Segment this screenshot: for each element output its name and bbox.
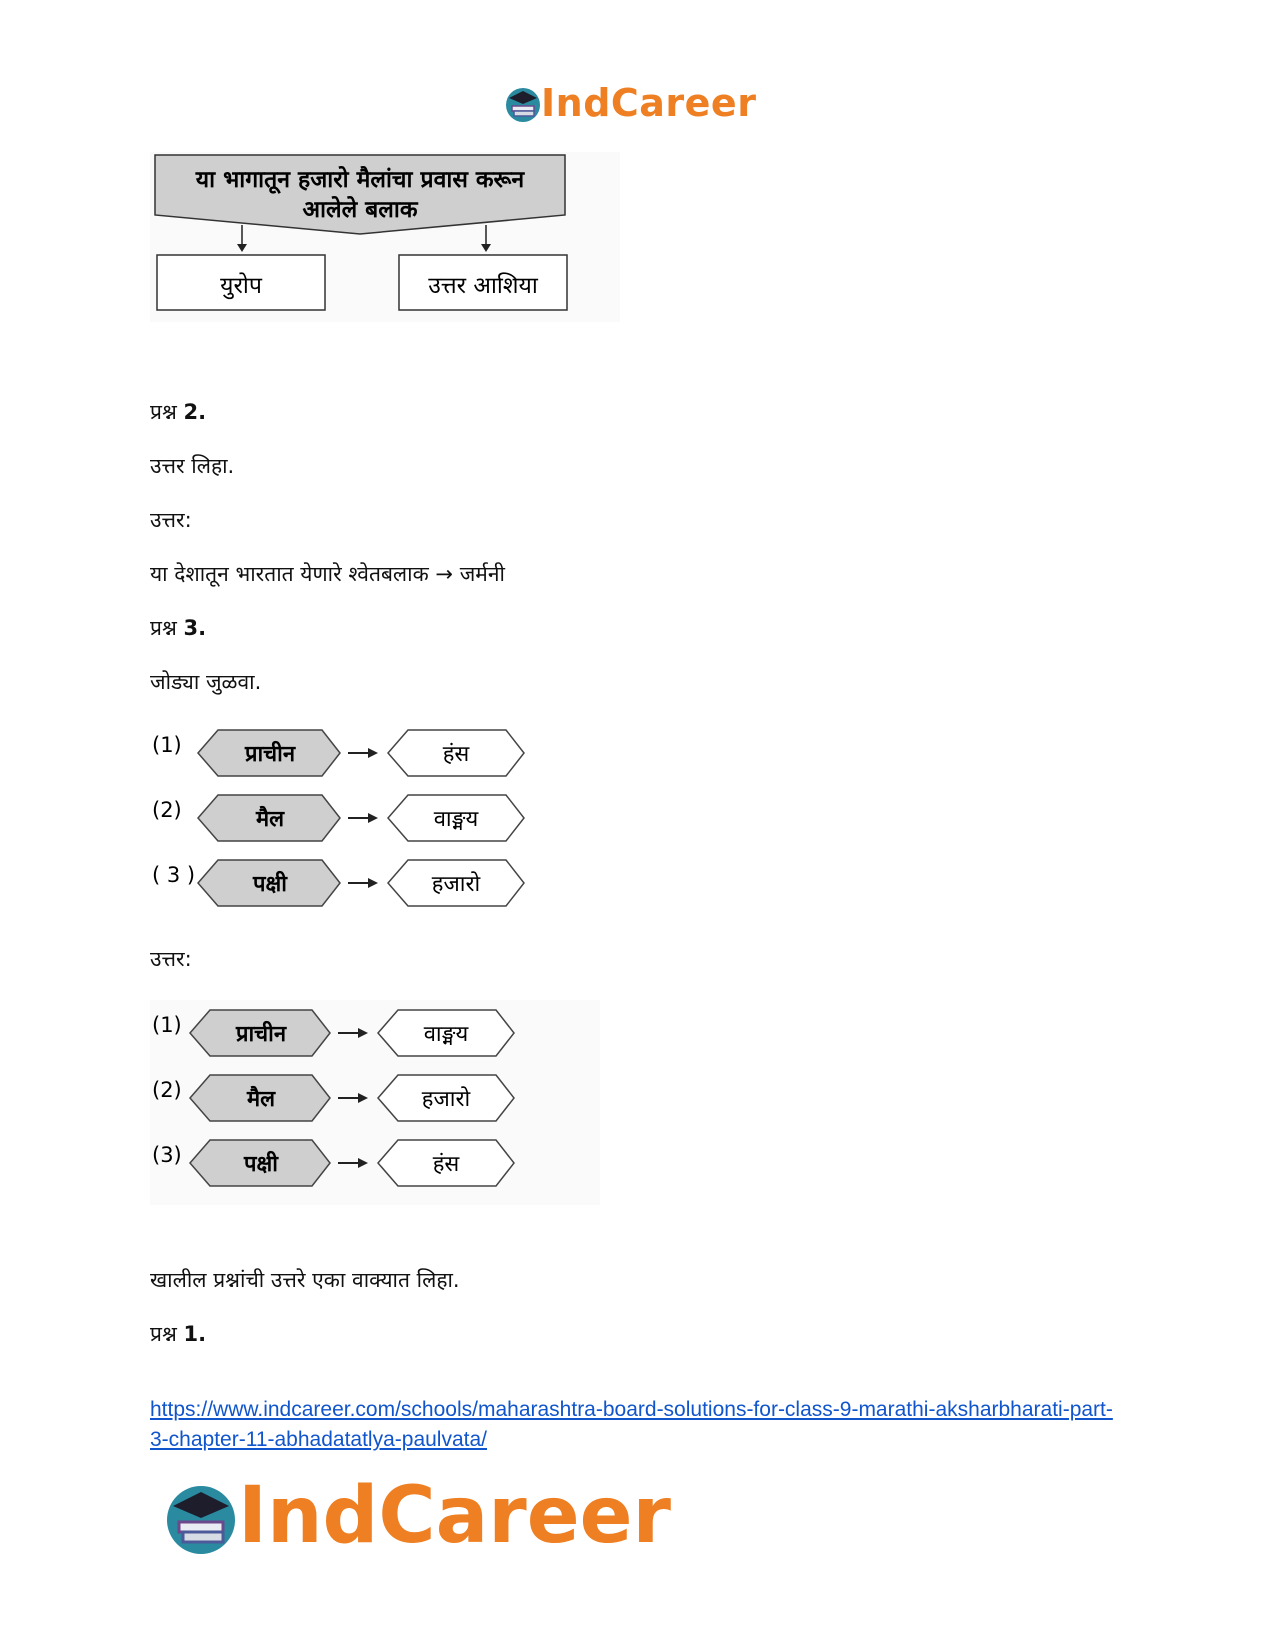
question-label: प्रश्न [150, 400, 177, 424]
question-1-heading [150, 1320, 206, 1348]
logo-text: IndCareer [238, 1471, 671, 1561]
diagram-right-label: उत्तर आशिया [428, 273, 538, 299]
question-2-instruction: उत्तर लिहा. [150, 454, 235, 478]
row-number: (2) [152, 798, 182, 822]
match-question-diagram [150, 722, 540, 918]
diagram-top-line-1: या भागातून हजारो मैलांचा प्रवास करून [195, 167, 525, 193]
origin-diagram [150, 152, 620, 322]
arrow-right-icon [368, 748, 378, 758]
diagram-left-label: युरोप [220, 273, 262, 299]
graduation-cap-icon [160, 1474, 242, 1558]
left-term: पक्षी [253, 872, 287, 897]
question-2-heading [150, 398, 206, 426]
question-number: 2. [183, 400, 207, 424]
logo-text: IndCareer [541, 81, 757, 125]
question-number: 1. [183, 1322, 207, 1346]
question-3-instruction: जोड्या जुळवा. [150, 670, 262, 694]
match-row [152, 860, 524, 906]
right-term: हंस [432, 1152, 460, 1177]
left-term: प्राचीन [235, 1022, 287, 1047]
row-number: (2) [152, 1078, 182, 1102]
right-term: हजारो [431, 872, 481, 897]
question-number: 3. [183, 616, 207, 640]
section-heading: खालील प्रश्नांची उत्तरे एका वाक्यात लिहा. [150, 1268, 460, 1292]
footer-logo [160, 1468, 700, 1568]
right-term: वाङ्मय [423, 1022, 469, 1047]
graduation-cap-icon [503, 82, 543, 124]
right-term: हंस [442, 742, 470, 767]
answer-label: उत्तर: [150, 508, 192, 532]
diagram-top-line-2: आलेले बलाक [302, 197, 418, 223]
question-2-answer: या देशातून भारतात येणारे श्वेतबलाक → जर्मनी [150, 562, 505, 586]
answer-label: उत्तर: [150, 947, 192, 971]
match-row [152, 730, 524, 776]
left-term: मैल [246, 1087, 276, 1112]
row-number: (1) [152, 733, 182, 757]
right-term: वाङ्मय [433, 807, 479, 832]
row-number: (1) [152, 1013, 182, 1037]
question-label: प्रश्न [150, 1322, 177, 1346]
left-term: मैल [255, 807, 285, 832]
left-term: पक्षी [244, 1152, 278, 1177]
right-term: हजारो [421, 1087, 471, 1112]
arrow-right-icon [368, 878, 378, 888]
source-link[interactable]: https://www.indcareer.com/schools/maharashtra-board-solutions-for-class-9-marathi-aksharbharati-part-3-chapter-11-abhadatatlya-paulvata/ [150, 1398, 1113, 1451]
match-answer-diagram [150, 1000, 600, 1205]
header-logo [503, 80, 773, 130]
arrow-right-icon [368, 813, 378, 823]
row-number: (3) [152, 1143, 182, 1167]
question-3-heading [150, 614, 206, 642]
match-row [152, 795, 524, 841]
question-label: प्रश्न [150, 616, 177, 640]
row-number: ( 3 ) [152, 863, 196, 887]
left-term: प्राचीन [244, 742, 296, 767]
